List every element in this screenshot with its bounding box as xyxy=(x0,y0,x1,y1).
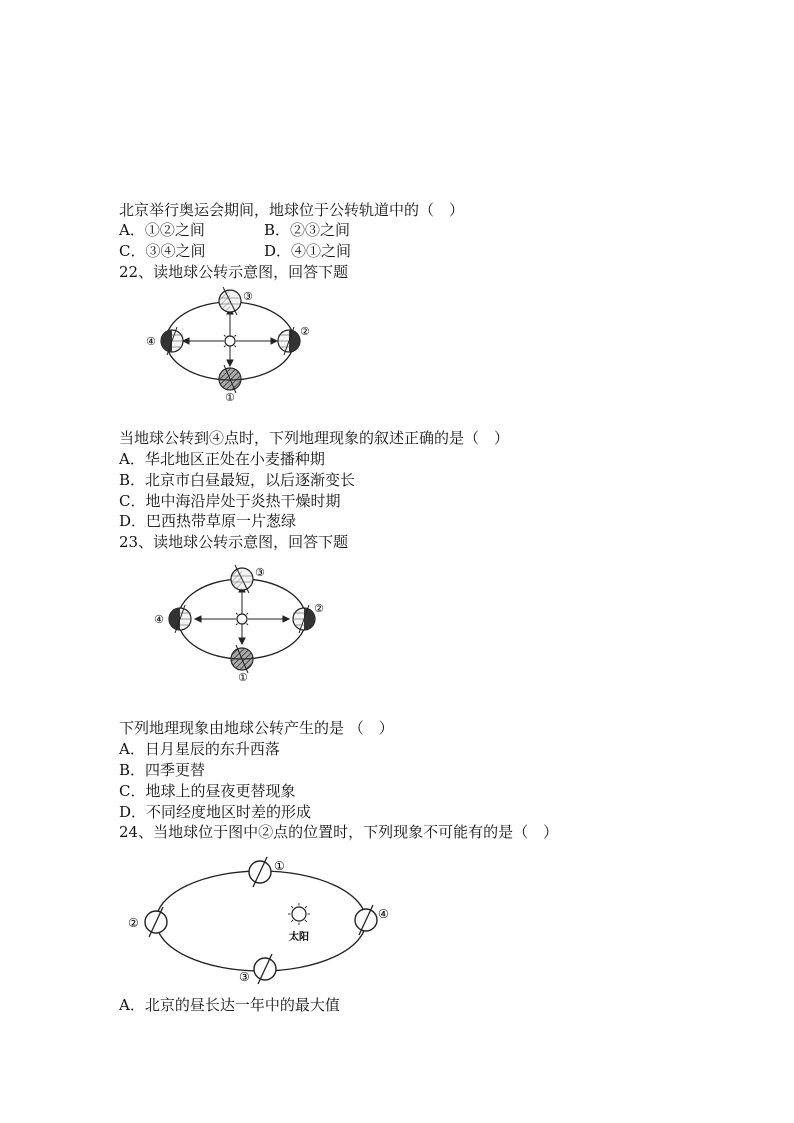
marker-3: ③ xyxy=(255,566,265,579)
earth-position-4 xyxy=(169,605,191,633)
marker-2: ② xyxy=(300,325,310,338)
q21-option-a: A．①②之间 xyxy=(119,221,205,239)
earth-position-1 xyxy=(231,645,253,673)
q21-option-b: B．②③之间 xyxy=(264,221,351,239)
earth-position-1 xyxy=(219,365,241,393)
marker-4: ④ xyxy=(146,335,156,348)
marker-3: ③ xyxy=(243,290,253,303)
earth-position-4 xyxy=(161,327,183,355)
q22-option-c: C．地中海沿岸处于炎热干燥时期 xyxy=(119,492,341,510)
q21-option-d: D．④①之间 xyxy=(264,242,352,260)
q23-option-b: B．四季更替 xyxy=(119,761,206,779)
q22-option-b: B．北京市白昼最短，以后逐渐变长 xyxy=(119,471,356,489)
q23-option-d: D．不同经度地区时差的形成 xyxy=(119,803,312,821)
q24-orbit-diagram xyxy=(126,855,396,988)
sun-label: 太阳 xyxy=(289,932,309,943)
orbit-ellipse xyxy=(156,871,366,971)
earth-position-2 xyxy=(145,907,167,937)
marker-4: ④ xyxy=(378,907,389,921)
q23-option-a: A．日月星辰的东升西落 xyxy=(119,740,280,758)
earth-position-3 xyxy=(254,954,276,984)
marker-4: ④ xyxy=(154,613,164,626)
q24-stem: 24、当地球位于图中②点的位置时，下列现象不可能有的是（ ） xyxy=(119,823,559,841)
earth-position-3 xyxy=(231,565,253,593)
q23-stem: 下列地理现象由地球公转产生的是 （ ） xyxy=(119,719,394,737)
q22-orbit-diagram xyxy=(140,283,320,405)
marker-3: ③ xyxy=(239,970,250,984)
earth-position-2 xyxy=(293,605,315,633)
marker-1: ① xyxy=(225,391,235,404)
earth-position-1 xyxy=(249,857,271,887)
q21-stem: 北京举行奥运会期间，地球位于公转轨道中的（ ） xyxy=(119,201,465,219)
q22-option-a: A．华北地区正处在小麦播种期 xyxy=(119,450,325,468)
q23-orbit-diagram xyxy=(152,559,332,685)
q22-intro: 22、读地球公转示意图，回答下题 xyxy=(119,263,349,281)
earth-position-2 xyxy=(278,327,300,355)
marker-1: ① xyxy=(238,671,248,684)
q23-option-c: C．地球上的昼夜更替现象 xyxy=(119,782,296,800)
q21-option-c: C．③④之间 xyxy=(119,242,206,260)
q22-option-d: D．巴西热带草原一片葱绿 xyxy=(119,512,297,530)
q22-stem: 当地球公转到④点时，下列地理现象的叙述正确的是（ ） xyxy=(119,429,510,447)
sun-icon xyxy=(288,903,310,925)
earth-position-3 xyxy=(219,287,241,315)
q24-option-a: A．北京的昼长达一年中的最大值 xyxy=(119,996,340,1014)
marker-2: ② xyxy=(314,602,324,615)
marker-2: ② xyxy=(128,916,139,930)
q23-intro: 23、读地球公转示意图，回答下题 xyxy=(119,533,349,551)
earth-position-4 xyxy=(355,905,377,935)
marker-1: ① xyxy=(274,859,285,873)
